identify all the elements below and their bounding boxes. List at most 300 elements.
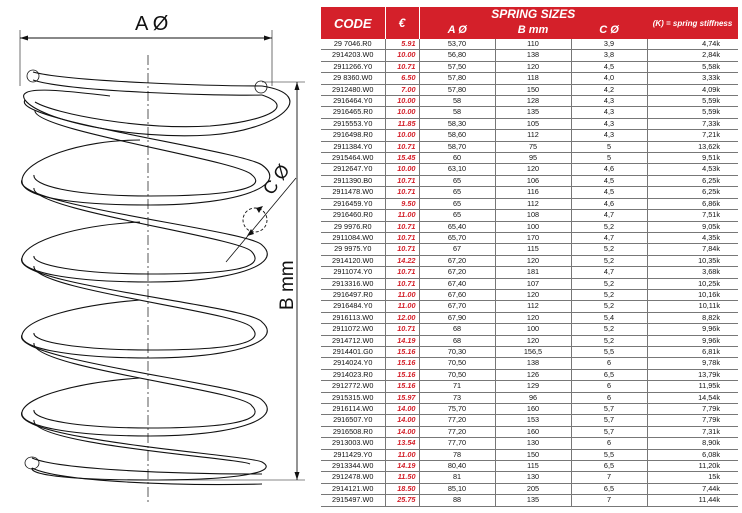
cell-code: 2911084.W0	[321, 232, 385, 243]
cell-price: 25.75	[385, 495, 419, 506]
cell-c: 4,3	[571, 130, 647, 141]
cell-b: 205	[495, 483, 571, 494]
cell-price: 10.71	[385, 278, 419, 289]
cell-code: 2914712.W0	[321, 335, 385, 346]
table-row	[321, 84, 738, 95]
dimension-b-arrow-bottom	[295, 472, 300, 480]
cell-b: 138	[495, 50, 571, 61]
cell-code: 2914023.R0	[321, 369, 385, 380]
cell-c: 5,2	[571, 301, 647, 312]
cell-b: 108	[495, 210, 571, 221]
cell-stiffness: 4,35k	[647, 232, 738, 243]
dimension-a-arrow-right	[264, 36, 272, 41]
table-row	[321, 495, 738, 506]
cell-price: 14.22	[385, 255, 419, 266]
cell-stiffness: 7,33k	[647, 118, 738, 129]
cell-b: 112	[495, 301, 571, 312]
cell-stiffness: 9,05k	[647, 221, 738, 232]
table-row	[321, 255, 738, 266]
cell-c: 4,6	[571, 164, 647, 175]
table-body	[321, 39, 738, 506]
cell-c: 4,7	[571, 267, 647, 278]
cell-a: 73	[419, 392, 495, 403]
cell-c: 5,5	[571, 449, 647, 460]
table-row	[321, 358, 738, 369]
cell-code: 2911266.Y0	[321, 61, 385, 72]
cell-code: 2912647.Y0	[321, 164, 385, 175]
header-b: B mm	[495, 21, 571, 39]
cell-a: 57,50	[419, 61, 495, 72]
cell-b: 95	[495, 153, 571, 164]
table-row	[321, 50, 738, 61]
cell-b: 110	[495, 39, 571, 50]
table-row	[321, 472, 738, 483]
cell-b: 130	[495, 438, 571, 449]
cell-code: 29 9975.Y0	[321, 244, 385, 255]
cell-price: 14.19	[385, 335, 419, 346]
cell-a: 65,70	[419, 232, 495, 243]
table-row	[321, 312, 738, 323]
label-c: C Ø	[258, 160, 294, 199]
cell-a: 56,80	[419, 50, 495, 61]
cell-price: 13.54	[385, 438, 419, 449]
cell-b: 116	[495, 187, 571, 198]
cell-c: 5,2	[571, 278, 647, 289]
label-a: A Ø	[135, 13, 169, 35]
cell-a: 65	[419, 210, 495, 221]
cell-code: 2915315.W0	[321, 392, 385, 403]
table-row	[321, 278, 738, 289]
cell-c: 4,5	[571, 187, 647, 198]
cell-stiffness: 7,84k	[647, 244, 738, 255]
cell-stiffness: 7,21k	[647, 130, 738, 141]
cell-code: 2915464.W0	[321, 153, 385, 164]
cell-code: 2916459.Y0	[321, 198, 385, 209]
cell-c: 5,5	[571, 346, 647, 357]
cell-price: 9.50	[385, 198, 419, 209]
cell-b: 106	[495, 175, 571, 186]
cell-c: 7	[571, 472, 647, 483]
cell-c: 6	[571, 392, 647, 403]
table-row	[321, 438, 738, 449]
cell-a: 88	[419, 495, 495, 506]
cell-c: 6,5	[571, 369, 647, 380]
cell-price: 10.00	[385, 50, 419, 61]
cell-stiffness: 5,58k	[647, 61, 738, 72]
table-row	[321, 198, 738, 209]
cell-a: 67,20	[419, 255, 495, 266]
table-row	[321, 289, 738, 300]
table-row	[321, 404, 738, 415]
table-row	[321, 39, 738, 50]
cell-a: 67,20	[419, 267, 495, 278]
table-row	[321, 187, 738, 198]
cell-code: 2911478.W0	[321, 187, 385, 198]
table-row	[321, 244, 738, 255]
table-row	[321, 369, 738, 380]
cell-stiffness: 6,08k	[647, 449, 738, 460]
cell-code: 2914203.W0	[321, 50, 385, 61]
cell-stiffness: 14,54k	[647, 392, 738, 403]
cell-price: 11.00	[385, 210, 419, 221]
cell-a: 77,70	[419, 438, 495, 449]
cell-price: 14.00	[385, 415, 419, 426]
header-stiffness: (K) = spring stiffness	[647, 7, 738, 39]
cell-c: 4,3	[571, 96, 647, 107]
cell-a: 68	[419, 335, 495, 346]
cell-stiffness: 7,44k	[647, 483, 738, 494]
spring-table	[321, 7, 738, 507]
spring-diagram	[0, 0, 322, 513]
cell-c: 6	[571, 381, 647, 392]
cell-c: 6	[571, 358, 647, 369]
cell-stiffness: 6,25k	[647, 175, 738, 186]
cell-stiffness: 5,59k	[647, 107, 738, 118]
cell-a: 58,70	[419, 141, 495, 152]
cell-a: 65	[419, 175, 495, 186]
cell-b: 160	[495, 404, 571, 415]
cell-code: 2914024.Y0	[321, 358, 385, 369]
table-row	[321, 130, 738, 141]
cell-price: 18.50	[385, 483, 419, 494]
cell-c: 4,2	[571, 84, 647, 95]
cell-c: 3,8	[571, 50, 647, 61]
cell-stiffness: 6,81k	[647, 346, 738, 357]
table-row	[321, 324, 738, 335]
cell-stiffness: 15k	[647, 472, 738, 483]
cell-c: 5,7	[571, 415, 647, 426]
cell-c: 5,4	[571, 312, 647, 323]
cell-code: 2913316.W0	[321, 278, 385, 289]
cell-a: 65	[419, 198, 495, 209]
cell-b: 100	[495, 324, 571, 335]
cell-stiffness: 2,84k	[647, 50, 738, 61]
cell-price: 10.71	[385, 221, 419, 232]
cell-stiffness: 7,79k	[647, 404, 738, 415]
cell-b: 120	[495, 255, 571, 266]
cell-code: 2916114.W0	[321, 404, 385, 415]
cell-stiffness: 8,90k	[647, 438, 738, 449]
cell-price: 14.19	[385, 461, 419, 472]
cell-b: 135	[495, 107, 571, 118]
cell-b: 150	[495, 84, 571, 95]
cell-c: 4,7	[571, 232, 647, 243]
table-row	[321, 381, 738, 392]
cell-price: 10.71	[385, 324, 419, 335]
cell-b: 118	[495, 73, 571, 84]
cell-code: 29 7046.R0	[321, 39, 385, 50]
cell-price: 5.91	[385, 39, 419, 50]
cell-stiffness: 4,53k	[647, 164, 738, 175]
cell-b: 135	[495, 495, 571, 506]
cell-price: 10.71	[385, 187, 419, 198]
cell-a: 75,70	[419, 404, 495, 415]
cell-price: 11.00	[385, 301, 419, 312]
cell-b: 96	[495, 392, 571, 403]
cell-code: 2915497.W0	[321, 495, 385, 506]
table-row	[321, 426, 738, 437]
cell-price: 15.16	[385, 358, 419, 369]
cell-stiffness: 4,74k	[647, 39, 738, 50]
bottom-end-ellipse	[25, 457, 39, 469]
cell-a: 67,60	[419, 289, 495, 300]
cell-a: 67,70	[419, 301, 495, 312]
cell-stiffness: 7,79k	[647, 415, 738, 426]
cell-price: 10.71	[385, 232, 419, 243]
cell-code: 2912772.W0	[321, 381, 385, 392]
cell-a: 58,60	[419, 130, 495, 141]
cell-c: 6,5	[571, 483, 647, 494]
table-row	[321, 153, 738, 164]
cell-b: 107	[495, 278, 571, 289]
cell-price: 11.50	[385, 472, 419, 483]
cell-b: 120	[495, 335, 571, 346]
cell-a: 63,10	[419, 164, 495, 175]
cell-a: 70,50	[419, 358, 495, 369]
cell-a: 70,30	[419, 346, 495, 357]
table-row	[321, 415, 738, 426]
cell-code: 2914121.W0	[321, 483, 385, 494]
cell-price: 10.00	[385, 130, 419, 141]
cell-c: 5	[571, 153, 647, 164]
cell-code: 2916465.R0	[321, 107, 385, 118]
cell-stiffness: 7,51k	[647, 210, 738, 221]
cell-stiffness: 10,11k	[647, 301, 738, 312]
cell-c: 4,3	[571, 107, 647, 118]
cell-c: 3,9	[571, 39, 647, 50]
cell-code: 2916113.W0	[321, 312, 385, 323]
cell-price: 10.71	[385, 61, 419, 72]
cell-code: 2911429.Y0	[321, 449, 385, 460]
cell-code: 2913344.W0	[321, 461, 385, 472]
table-row	[321, 141, 738, 152]
cell-c: 4,0	[571, 73, 647, 84]
table-row	[321, 210, 738, 221]
cell-a: 80,40	[419, 461, 495, 472]
cell-c: 4,3	[571, 118, 647, 129]
header-euro: €	[385, 7, 419, 39]
cell-code: 2911074.Y0	[321, 267, 385, 278]
cell-b: 170	[495, 232, 571, 243]
cell-code: 2916464.Y0	[321, 96, 385, 107]
table-row	[321, 232, 738, 243]
cell-code: 2915553.Y0	[321, 118, 385, 129]
label-b: B mm	[277, 260, 298, 310]
cell-price: 12.00	[385, 312, 419, 323]
cell-price: 10.00	[385, 107, 419, 118]
cell-b: 112	[495, 130, 571, 141]
cell-a: 60	[419, 153, 495, 164]
cell-code: 2916507.Y0	[321, 415, 385, 426]
cell-stiffness: 11,95k	[647, 381, 738, 392]
cell-a: 65	[419, 187, 495, 198]
cell-code: 2914401.G0	[321, 346, 385, 357]
cell-a: 81	[419, 472, 495, 483]
cell-c: 4,5	[571, 175, 647, 186]
table-row	[321, 461, 738, 472]
cell-c: 6	[571, 438, 647, 449]
cell-c: 5,2	[571, 221, 647, 232]
cell-price: 10.00	[385, 96, 419, 107]
cell-b: 138	[495, 358, 571, 369]
table-row	[321, 392, 738, 403]
header-spring-sizes: SPRING SIZES	[419, 7, 647, 21]
cell-stiffness: 8,82k	[647, 312, 738, 323]
cell-stiffness: 11,20k	[647, 461, 738, 472]
dimension-a-arrow-left	[20, 36, 28, 41]
cell-code: 2912480.W0	[321, 84, 385, 95]
cell-a: 78	[419, 449, 495, 460]
cell-code: 2916484.Y0	[321, 301, 385, 312]
cell-code: 29 9976.R0	[321, 221, 385, 232]
cell-a: 71	[419, 381, 495, 392]
cell-stiffness: 3,33k	[647, 73, 738, 84]
cell-code: 29 8360.W0	[321, 73, 385, 84]
cell-price: 6.50	[385, 73, 419, 84]
cell-code: 2911390.B0	[321, 175, 385, 186]
cell-c: 5,2	[571, 255, 647, 266]
cell-stiffness: 7,31k	[647, 426, 738, 437]
header-a: A Ø	[419, 21, 495, 39]
table-row	[321, 346, 738, 357]
cell-b: 153	[495, 415, 571, 426]
table-row	[321, 301, 738, 312]
cell-a: 77,20	[419, 415, 495, 426]
table-row	[321, 175, 738, 186]
cell-b: 105	[495, 118, 571, 129]
cell-a: 65,40	[419, 221, 495, 232]
cell-b: 75	[495, 141, 571, 152]
cell-price: 10.00	[385, 164, 419, 175]
cell-b: 115	[495, 244, 571, 255]
cell-stiffness: 10,25k	[647, 278, 738, 289]
cell-b: 115	[495, 461, 571, 472]
cell-code: 2911384.Y0	[321, 141, 385, 152]
header-code: CODE	[321, 7, 385, 39]
table-row	[321, 118, 738, 129]
cell-code: 2914120.W0	[321, 255, 385, 266]
cell-c: 4,7	[571, 210, 647, 221]
cell-price: 7.00	[385, 84, 419, 95]
cell-stiffness: 3,68k	[647, 267, 738, 278]
cell-a: 58,30	[419, 118, 495, 129]
cell-code: 2911072.W0	[321, 324, 385, 335]
wire-section-circle	[243, 208, 267, 232]
cell-b: 120	[495, 289, 571, 300]
cell-price: 15.45	[385, 153, 419, 164]
cell-a: 57,80	[419, 73, 495, 84]
cell-c: 5,7	[571, 404, 647, 415]
cell-b: 112	[495, 198, 571, 209]
cell-price: 10.71	[385, 267, 419, 278]
cell-price: 11.00	[385, 449, 419, 460]
cell-a: 70,50	[419, 369, 495, 380]
dimension-c-arrow-2	[256, 206, 263, 213]
cell-price: 14.00	[385, 426, 419, 437]
cell-stiffness: 9,96k	[647, 324, 738, 335]
table-row	[321, 61, 738, 72]
cell-price: 11.00	[385, 289, 419, 300]
cell-b: 126	[495, 369, 571, 380]
cell-b: 128	[495, 96, 571, 107]
cell-code: 2912478.W0	[321, 472, 385, 483]
dimension-b-arrow-top	[295, 82, 300, 90]
table-row	[321, 267, 738, 278]
cell-b: 120	[495, 164, 571, 175]
cell-c: 5,2	[571, 289, 647, 300]
cell-price: 15.97	[385, 392, 419, 403]
cell-b: 129	[495, 381, 571, 392]
cell-price: 15.16	[385, 369, 419, 380]
cell-price: 14.00	[385, 404, 419, 415]
cell-a: 53,70	[419, 39, 495, 50]
cell-code: 2916498.R0	[321, 130, 385, 141]
cell-b: 130	[495, 472, 571, 483]
cell-stiffness: 6,25k	[647, 187, 738, 198]
cell-b: 181	[495, 267, 571, 278]
cell-stiffness: 9,96k	[647, 335, 738, 346]
cell-code: 2913003.W0	[321, 438, 385, 449]
cell-b: 100	[495, 221, 571, 232]
table-row	[321, 164, 738, 175]
cell-b: 120	[495, 312, 571, 323]
cell-a: 58	[419, 96, 495, 107]
table-row	[321, 483, 738, 494]
cell-a: 57,80	[419, 84, 495, 95]
cell-c: 6,5	[571, 461, 647, 472]
cell-a: 67,90	[419, 312, 495, 323]
table-row	[321, 221, 738, 232]
table-row	[321, 96, 738, 107]
cell-price: 15.16	[385, 346, 419, 357]
cell-stiffness: 11,44k	[647, 495, 738, 506]
table-row	[321, 107, 738, 118]
cell-stiffness: 9,51k	[647, 153, 738, 164]
cell-c: 5,2	[571, 324, 647, 335]
cell-c: 5,2	[571, 244, 647, 255]
cell-b: 120	[495, 61, 571, 72]
cell-a: 58	[419, 107, 495, 118]
cell-stiffness: 9,78k	[647, 358, 738, 369]
cell-stiffness: 13,79k	[647, 369, 738, 380]
cell-b: 156,5	[495, 346, 571, 357]
cell-b: 160	[495, 426, 571, 437]
table-row	[321, 335, 738, 346]
spring-coils	[22, 72, 290, 484]
cell-price: 15.16	[385, 381, 419, 392]
cell-c: 5	[571, 141, 647, 152]
cell-a: 85,10	[419, 483, 495, 494]
cell-c: 5,7	[571, 426, 647, 437]
cell-code: 2916497.R0	[321, 289, 385, 300]
cell-b: 150	[495, 449, 571, 460]
table-row	[321, 73, 738, 84]
cell-code: 2916460.R0	[321, 210, 385, 221]
cell-stiffness: 5,59k	[647, 96, 738, 107]
cell-a: 77,20	[419, 426, 495, 437]
cell-price: 10.71	[385, 244, 419, 255]
cell-c: 7	[571, 495, 647, 506]
cell-stiffness: 10,35k	[647, 255, 738, 266]
cell-code: 2916508.R0	[321, 426, 385, 437]
cell-stiffness: 6,86k	[647, 198, 738, 209]
cell-price: 10.71	[385, 175, 419, 186]
cell-c: 4,6	[571, 198, 647, 209]
cell-price: 11.85	[385, 118, 419, 129]
table-row	[321, 449, 738, 460]
cell-a: 67,40	[419, 278, 495, 289]
cell-c: 5,2	[571, 335, 647, 346]
